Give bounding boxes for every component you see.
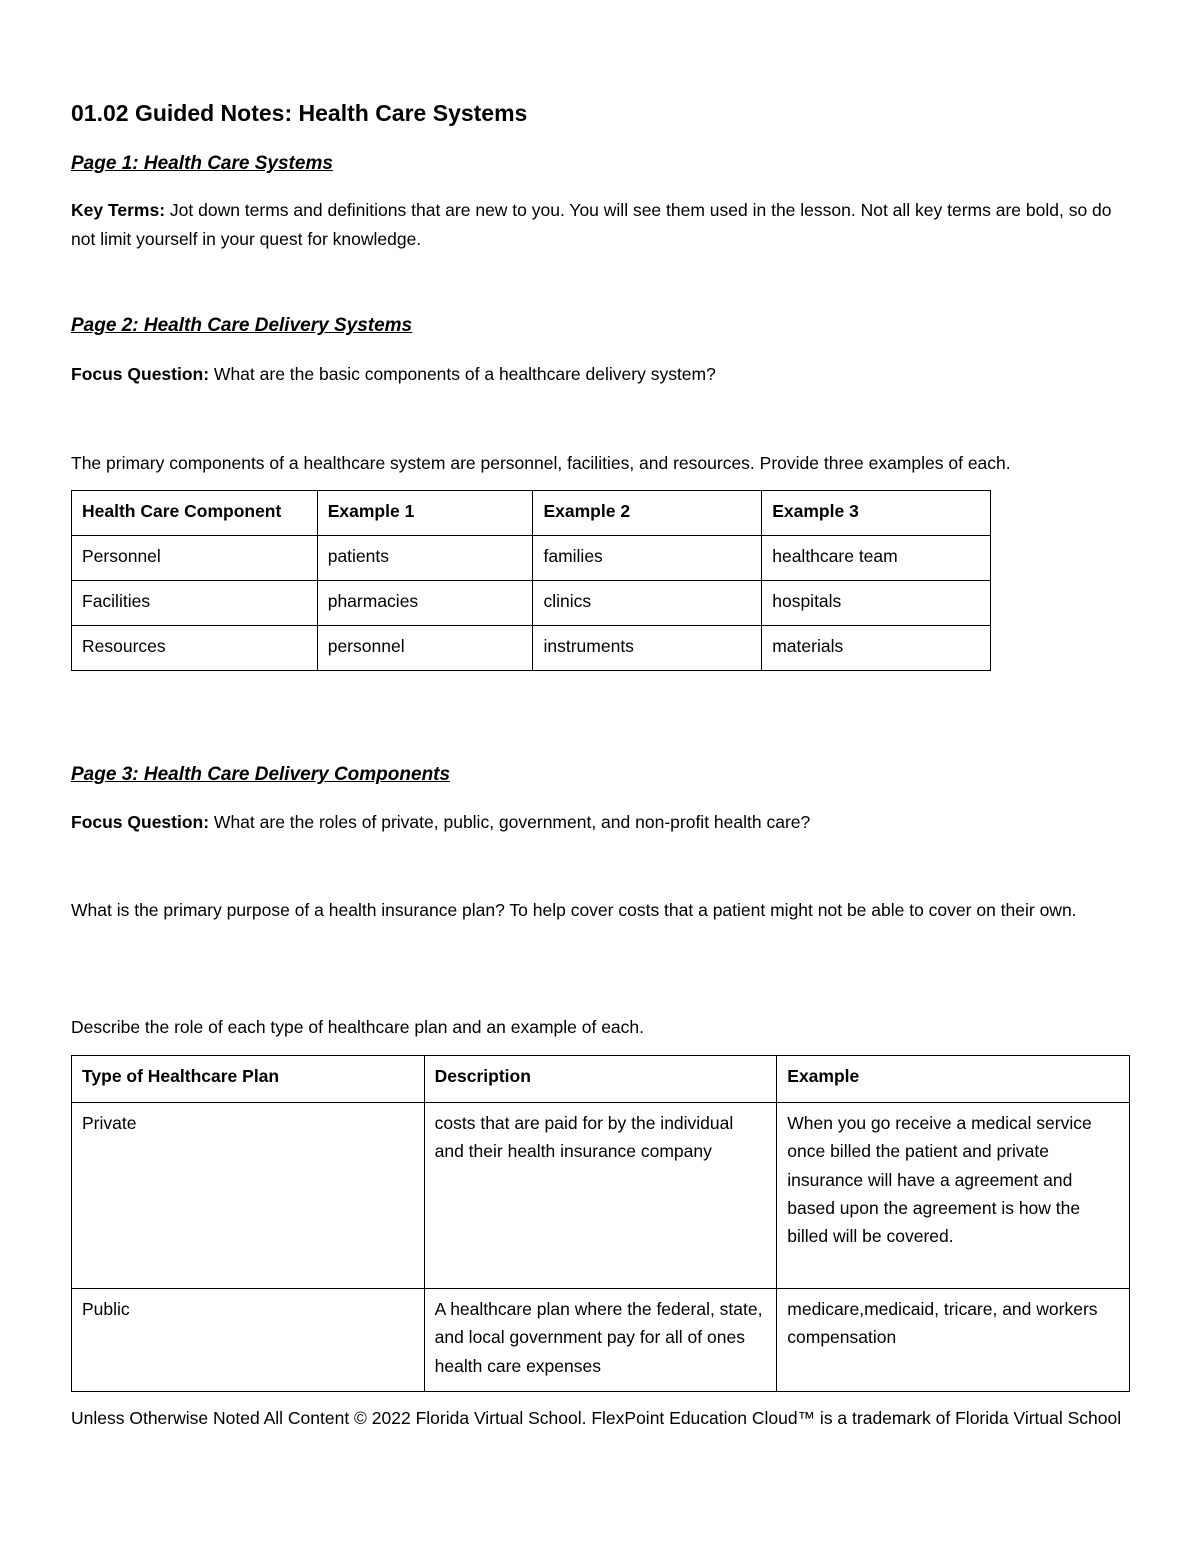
table-cell: patients xyxy=(317,536,533,581)
table-cell: A healthcare plan where the federal, state, and local government pay for all of ones health care expenses xyxy=(424,1289,777,1392)
table-cell: clinics xyxy=(533,581,762,626)
table-header-cell: Description xyxy=(424,1056,777,1103)
table-header-cell: Example xyxy=(777,1056,1130,1103)
table-header-cell: Example 3 xyxy=(762,491,991,536)
table-cell: When you go receive a medical service once billed the patient and private insurance will have a agreement and based upon the agreement is how the billed will be covered. xyxy=(777,1103,1130,1289)
focus-text: What are the roles of private, public, government, and non-profit health care? xyxy=(209,812,811,832)
page-title: 01.02 Guided Notes: Health Care Systems xyxy=(71,100,528,126)
focus-label: Focus Question: xyxy=(71,812,210,832)
table-header-cell: Example 2 xyxy=(533,491,762,536)
table-row xyxy=(72,1289,1130,1392)
table-cell: Personnel xyxy=(72,536,318,581)
table-cell: personnel xyxy=(317,626,533,671)
table-header-cell: Example 1 xyxy=(317,491,533,536)
table-header-cell: Type of Healthcare Plan xyxy=(72,1056,425,1103)
describe-plans-paragraph: Describe the role of each type of healthcare plan and an example of each. xyxy=(71,1017,645,1037)
copyright-footer: Unless Otherwise Noted All Content © 2022 Florida Virtual School. FlexPoint Education Cloud™ is a trademark of Florida Virtual School xyxy=(71,1408,1122,1428)
key-terms-paragraph xyxy=(71,196,1131,253)
table-cell: costs that are paid for by the individual and their health insurance company xyxy=(424,1103,777,1289)
table-cell: instruments xyxy=(533,626,762,671)
table-cell: materials xyxy=(762,626,991,671)
table-cell: pharmacies xyxy=(317,581,533,626)
insurance-purpose-paragraph: What is the primary purpose of a health insurance plan? To help cover costs that a patient might not be able to cover on their own. xyxy=(71,900,1077,920)
components-table xyxy=(71,490,991,671)
table-cell: Facilities xyxy=(72,581,318,626)
key-terms-text: Jot down terms and definitions that are new to you. You will see them used in the lesson. Not all key terms are bold, so do not limit yourself in your quest for knowledge. xyxy=(71,200,1112,249)
table-cell: hospitals xyxy=(762,581,991,626)
page3-focus-question xyxy=(71,808,1131,837)
page2-focus-question xyxy=(71,360,1131,389)
table-cell: Private xyxy=(72,1103,425,1289)
table-row xyxy=(72,581,991,626)
table-header-cell: Health Care Component xyxy=(72,491,318,536)
table-cell: Public xyxy=(72,1289,425,1392)
table-cell: Resources xyxy=(72,626,318,671)
table-row xyxy=(72,536,991,581)
table-row xyxy=(72,626,991,671)
table-cell: families xyxy=(533,536,762,581)
table-cell: healthcare team xyxy=(762,536,991,581)
page3-heading: Page 3: Health Care Delivery Components xyxy=(71,764,451,785)
table-cell: medicare,medicaid, tricare, and workers compensation xyxy=(777,1289,1130,1392)
components-intro: The primary components of a healthcare system are personnel, facilities, and resources. Provide three examples of each. xyxy=(71,453,1011,473)
focus-label: Focus Question: xyxy=(71,364,210,384)
page1-heading: Page 1: Health Care Systems xyxy=(71,153,333,174)
focus-text: What are the basic components of a healthcare delivery system? xyxy=(209,364,716,384)
table-header-row xyxy=(72,491,991,536)
key-terms-label: Key Terms: xyxy=(71,200,166,220)
healthcare-plans-table xyxy=(71,1055,1130,1392)
table-header-row xyxy=(72,1056,1130,1103)
page2-heading: Page 2: Health Care Delivery Systems xyxy=(71,315,413,336)
table-row xyxy=(72,1103,1130,1289)
